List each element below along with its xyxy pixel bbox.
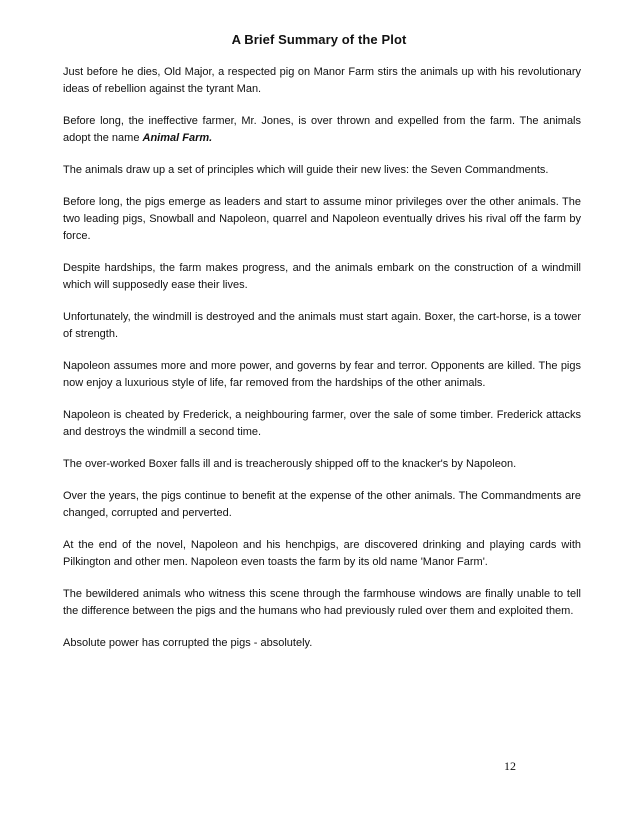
animal-farm-emphasis: Animal Farm. bbox=[142, 132, 213, 144]
paragraph-absolute-power: Absolute power has corrupted the pigs - absolutely. bbox=[63, 637, 313, 649]
paragraph-pigs-leaders: Before long, the pigs emerge as leaders and start to assume minor privileges over the other animals. The two leading pigs, Snowball and Napoleon, quarrel and Napoleon eventually drives his rival off the farm by force. bbox=[63, 196, 581, 242]
paragraph-boxer: The over-worked Boxer falls ill and is treacherously shipped off to the knacker's by Napoleon. bbox=[63, 458, 517, 470]
paragraph-windmill-construction: Despite hardships, the farm makes progress, and the animals embark on the construction of a windmill which will supposedly ease their lives. bbox=[63, 262, 581, 291]
summary-body bbox=[63, 64, 581, 667]
paragraph-commandments-changed: Over the years, the pigs continue to benefit at the expense of the other animals. The Commandments are changed, corrupted and perverted. bbox=[63, 490, 581, 519]
paragraph-bewildered-animals: The bewildered animals who witness this scene through the farmhouse windows are finally unable to tell the difference between the pigs and the humans who had previously ruled over them and exploited them. bbox=[63, 588, 581, 617]
paragraph-commandments: The animals draw up a set of principles which will guide their new lives: the Seven Commandments. bbox=[63, 164, 549, 176]
paragraph-end-of-novel: At the end of the novel, Napoleon and his henchpigs, are discovered drinking and playing cards with Pilkington and other men. Napoleon even toasts the farm by its old name 'Manor Farm'. bbox=[63, 539, 581, 568]
paragraph-old-major: Just before he dies, Old Major, a respected pig on Manor Farm stirs the animals up with his revolutionary ideas of rebellion against the tyrant Man. bbox=[63, 66, 581, 95]
page-title: A Brief Summary of the Plot bbox=[231, 32, 407, 47]
paragraph-windmill-destroyed: Unfortunately, the windmill is destroyed and the animals must start again. Boxer, the cart-horse, is a tower of strength. bbox=[63, 311, 581, 340]
paragraph-frederick: Napoleon is cheated by Frederick, a neighbouring farmer, over the sale of some timber. Frederick attacks and destroys the windmill a second time. bbox=[63, 409, 581, 438]
paragraph-napoleon-power: Napoleon assumes more and more power, and governs by fear and terror. Opponents are killed. The pigs now enjoy a luxurious style of life, far removed from the hardships of the other animals. bbox=[63, 360, 581, 389]
paragraph-mr-jones-text: Before long, the ineffective farmer, Mr. Jones, is over thrown and expelled from the farm. The animals adopt the name bbox=[63, 115, 581, 144]
paragraph-mr-jones bbox=[63, 113, 581, 147]
page-number: 12 bbox=[504, 759, 516, 773]
